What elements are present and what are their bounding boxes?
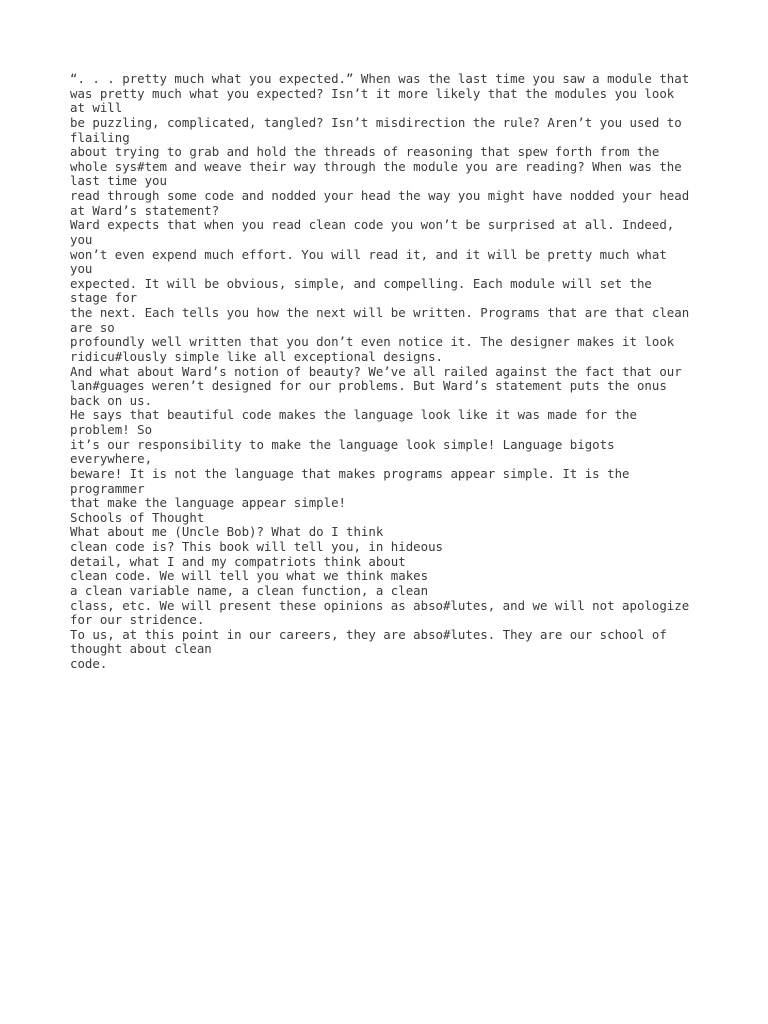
text-line: be puzzling, complicated, tangled? Isn’t misdirection the rule? Aren’t you used to — [70, 114, 682, 130]
document-text — [70, 72, 730, 672]
text-line: programmer — [70, 480, 145, 496]
text-line: are so — [70, 319, 115, 335]
text-line: was pretty much what you expected? Isn’t it more likely that the modules you look — [70, 85, 675, 101]
text-line: it’s our responsibility to make the language look simple! Language bigots — [70, 436, 615, 452]
text-line: expected. It will be obvious, simple, and compelling. Each module will set the — [70, 275, 652, 291]
text-line: Schools of Thought — [70, 509, 205, 525]
text-line: back on us. — [70, 392, 153, 408]
text-line: a clean variable name, a clean function, a clean — [70, 582, 429, 598]
text-line: everywhere, — [70, 451, 153, 467]
text-line: To us, at this point in our careers, they are abso#lutes. They are our school of — [70, 626, 667, 642]
text-line: detail, what I and my compatriots think about — [70, 553, 406, 569]
text-line: won’t even expend much effort. You will read it, and it will be pretty much what — [70, 246, 667, 262]
text-line: problem! So — [70, 422, 153, 437]
text-line: at Ward’s statement? — [70, 202, 220, 218]
text-line: Ward expects that when you read clean code you won’t be surprised at all. Indeed, — [70, 217, 675, 233]
text-line: at will — [70, 100, 123, 116]
text-line: thought about clean — [70, 641, 212, 657]
text-line: for our stridence. — [70, 612, 205, 628]
text-line: What about me (Uncle Bob)? What do I think — [70, 524, 384, 540]
text-line: clean code is? This book will tell you, in hideous — [70, 539, 443, 554]
text-line: ridicu#lously simple like all exceptional designs. — [70, 348, 443, 364]
text-line: flailing — [70, 129, 130, 145]
text-line: code. — [70, 656, 108, 671]
text-line: you — [70, 231, 93, 247]
text-line: last time you — [70, 173, 167, 189]
text-line: “. . . pretty much what you expected.” When was the last time you saw a module that — [70, 71, 690, 86]
text-line: stage for — [70, 290, 138, 306]
text-line: about trying to grab and hold the threads of reasoning that spew forth from the — [70, 144, 660, 160]
text-line: class, etc. We will present these opinions as abso#lutes, and we will not apologize — [70, 597, 690, 613]
text-line: And what about Ward’s notion of beauty? We’ve all railed against the fact that our — [70, 363, 682, 379]
text-line: the next. Each tells you how the next will be written. Programs that are that clean — [70, 305, 690, 320]
text-line: you — [70, 261, 93, 277]
text-line: whole sys#tem and weave their way through the module you are reading? When was the — [70, 158, 682, 174]
text-line: profoundly well written that you don’t even notice it. The designer makes it look — [70, 334, 675, 350]
text-line: read through some code and nodded your head the way you might have nodded your head — [70, 188, 690, 203]
text-line: lan#guages weren’t designed for our problems. But Ward’s statement puts the onus — [70, 378, 667, 394]
text-line: beware! It is not the language that makes programs appear simple. It is the — [70, 465, 630, 481]
text-line: He says that beautiful code makes the language look like it was made for the — [70, 407, 637, 423]
text-line: clean code. We will tell you what we think makes — [70, 568, 429, 584]
text-line: that make the language appear simple! — [70, 495, 347, 511]
